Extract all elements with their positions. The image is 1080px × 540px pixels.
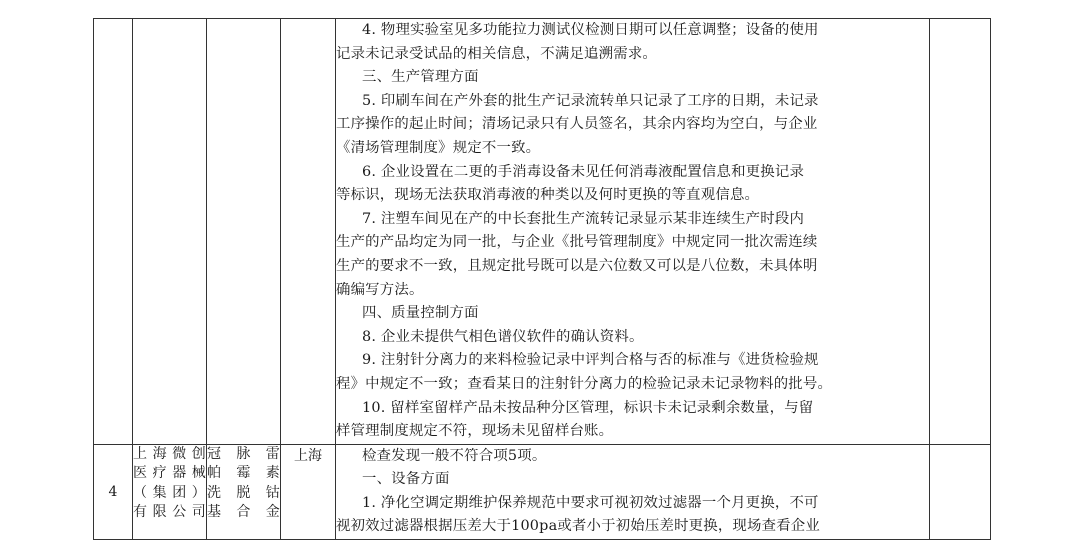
inspection-table xyxy=(93,18,991,540)
finding-line: 四、质量控制方面 xyxy=(362,305,479,322)
remarks-cell xyxy=(930,444,991,539)
company-line: 医疗器械 xyxy=(133,465,206,482)
row-number: 4 xyxy=(94,444,133,539)
location-cell xyxy=(281,19,336,445)
finding-line: 5. 印刷车间在产外套的批生产记录流转单只记录了工序的日期，未记录 xyxy=(362,92,819,109)
finding-line: 4. 物理实验室见多功能拉力测试仪检测日期可以任意调整；设备的使用 xyxy=(362,22,819,38)
finding-line: 工序操作的起止时间；清场记录只有人员签名，其余内容均为空白，与企业 xyxy=(336,116,818,133)
table-row-previous xyxy=(94,19,991,445)
finding-line: 1. 净化空调定期维护保养规范中要求可视初效过滤器一个月更换，不可 xyxy=(362,494,819,511)
product-line: 冠脉雷 xyxy=(207,445,280,462)
product-cell xyxy=(207,19,281,445)
company-cell xyxy=(133,19,207,445)
product-line: 洗脱钴 xyxy=(207,484,280,501)
company-name-cell xyxy=(133,444,207,539)
product-line: 帕霉素 xyxy=(207,465,280,482)
company-line: （集团） xyxy=(133,484,206,501)
number-cell xyxy=(94,19,133,445)
company-line: 有限公司 xyxy=(133,504,206,521)
finding-line: 一、设备方面 xyxy=(362,471,450,488)
finding-line: 三、生产管理方面 xyxy=(362,69,479,86)
finding-line: 10. 留样室留样产品未按品种分区管理，标识卡未记录剩余数量，与留 xyxy=(362,399,814,416)
finding-line: 7. 注塑车间见在产的中长套批生产流转记录显示某非连续生产时段内 xyxy=(362,210,805,227)
product-name-cell xyxy=(207,444,281,539)
finding-line: 生产的产品均定为同一批，与企业《批号管理制度》中规定同一批次需连续 xyxy=(336,234,818,251)
finding-line: 确编写方法。 xyxy=(336,281,424,298)
finding-line: 等标识，现场无法获取消毒液的种类以及何时更换的等直观信息。 xyxy=(336,187,760,204)
product-line: 基合金 xyxy=(207,504,280,521)
finding-line: 《清场管理制度》规定不一致。 xyxy=(336,139,541,156)
finding-line: 样管理制度规定不符，现场未见留样台账。 xyxy=(336,423,614,440)
finding-line: 视初效过滤器根据压差大于100pa或者小于初始压差时更换，现场查看企业 xyxy=(336,518,820,535)
finding-line: 9. 注射针分离力的来料检验记录中评判合格与否的标准与《进货检验规 xyxy=(362,352,819,369)
finding-line: 8. 企业未提供气相色谱仪软件的确认资料。 xyxy=(362,328,644,345)
findings-cell xyxy=(336,19,930,445)
finding-line: 生产的要求不一致，且规定批号既可以是六位数又可以是八位数，未具体明 xyxy=(336,257,818,274)
table-row-4 xyxy=(94,444,991,539)
finding-line: 记录未记录受试品的相关信息，不满足追溯需求。 xyxy=(336,45,657,62)
finding-line: 6. 企业设置在二更的手消毒设备未见任何消毒液配置信息和更换记录 xyxy=(362,163,805,180)
findings-cell xyxy=(336,444,930,539)
company-line: 上海微创 xyxy=(133,445,206,462)
location-cell: 上海 xyxy=(281,444,336,539)
finding-line: 程》中规定不一致；查看某日的注射针分离力的检验记录未记录物料的批号。 xyxy=(336,375,833,392)
remarks-cell xyxy=(930,19,991,445)
finding-line: 检查发现一般不符合项5项。 xyxy=(362,447,547,464)
